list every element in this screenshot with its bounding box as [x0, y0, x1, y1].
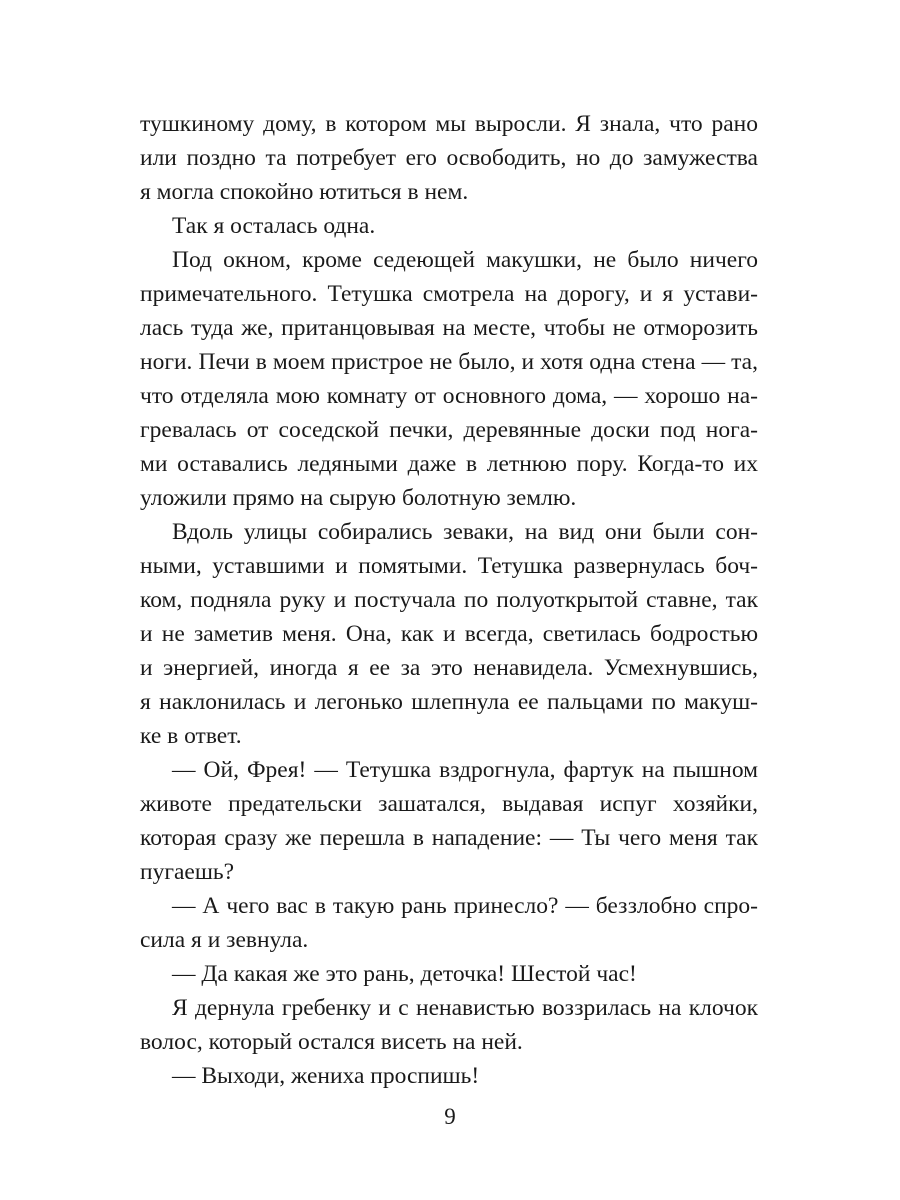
text-line: ноги. Печи в моем пристрое не было, и хотя одна стена — та, — [140, 349, 758, 375]
text-line: — Ой, Фрея! — Тетушка вздрогнула, фартук на пышном — [172, 757, 758, 783]
text-line: ке в ответ. — [140, 723, 242, 749]
text-line: Вдоль улицы собирались зеваки, на вид они были сон- — [172, 519, 758, 545]
text-line: Я дернула гребенку и с ненавистью воззрилась на клочок — [172, 995, 758, 1021]
text-line: и не заметив меня. Она, как и всегда, светилась бодростью — [140, 621, 758, 647]
text-line: которая сразу же перешла в нападение: — Ты чего меня так — [140, 825, 758, 851]
text-line: я могла спокойно ютиться в нем. — [140, 179, 469, 205]
text-line: или поздно та потребует его освободить, но до замужества — [140, 145, 758, 171]
text-line: Так я осталась одна. — [172, 213, 376, 239]
text-line: Под окном, кроме седеющей макушки, не было ничего — [172, 247, 758, 273]
body-text — [140, 107, 758, 1093]
text-line: — Выходи, жениха проспишь! — [172, 1063, 480, 1089]
text-line: ными, уставшими и помятыми. Тетушка развернулась боч- — [140, 553, 758, 579]
text-line: примечательного. Тетушка смотрела на дорогу, и я устави- — [140, 281, 758, 307]
page-number: 9 — [444, 1104, 456, 1129]
text-line: уложили прямо на сырую болотную землю. — [140, 485, 577, 511]
text-line: что отделяла мою комнату от основного дома, — хорошо на- — [140, 383, 758, 409]
text-line: я наклонилась и легонько шлепнула ее пальцами по макуш- — [140, 689, 758, 715]
text-line: — Да какая же это рань, деточка! Шестой час! — [172, 961, 637, 987]
text-line: гревалась от соседской печки, деревянные доски под нога- — [140, 417, 758, 443]
text-line: тушкиному дому, в котором мы выросли. Я знала, что рано — [140, 111, 758, 137]
text-line: — А чего вас в такую рань принесло? — беззлобно спро- — [172, 893, 758, 919]
text-line: ком, подняла руку и постучала по полуоткрытой ставне, так — [140, 587, 758, 613]
text-line: животе предательски зашатался, выдавая испуг хозяйки, — [140, 791, 758, 817]
text-line: лась туда же, пританцовывая на месте, чтобы не отморозить — [140, 315, 758, 341]
text-line: пугаешь? — [140, 859, 235, 885]
text-line: ми оставались ледяными даже в летнюю пору. Когда-то их — [140, 451, 758, 477]
text-line: волос, который остался висеть на ней. — [140, 1029, 523, 1055]
text-line: и энергией, иногда я ее за это ненавидела. Усмехнувшись, — [140, 655, 758, 681]
text-line: сила я и зевнула. — [140, 927, 309, 953]
